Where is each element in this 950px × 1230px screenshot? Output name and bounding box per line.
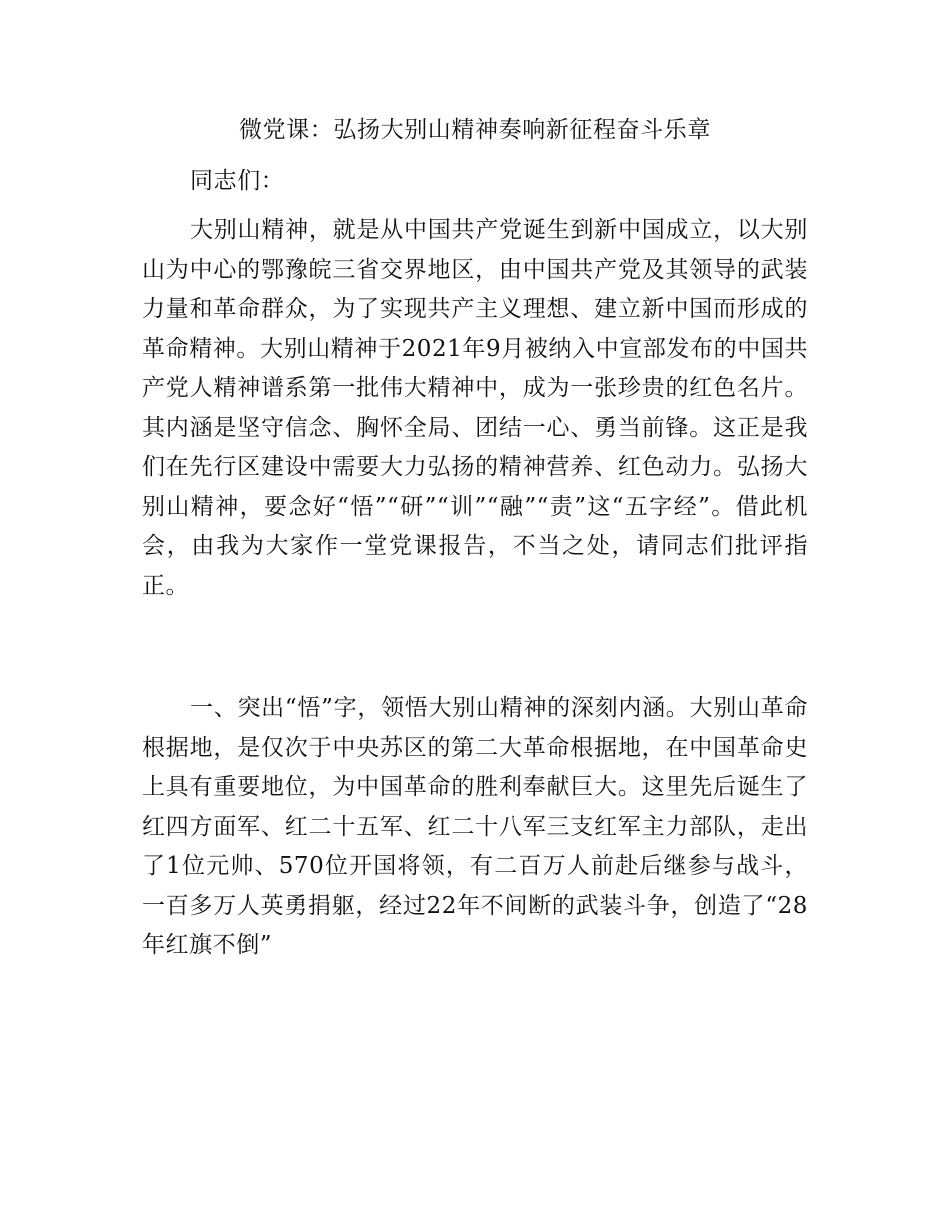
document-title: 微党课：弘扬大别山精神奏响新征程奋斗乐章 (239, 117, 711, 143)
paragraph-intro: 大别山精神，就是从中国共产党诞生到新中国成立，以大别山为中心的鄂豫皖三省交界地区，由中国共产党及其领导的武装力量和革命群众，为了实现共产主义理想、建立新中国而形成的革命精神。大别山精神于2021年9月被纳入中宣部发布的中国共产党人精神谱系第一批伟大精神中，成为一张珍贵的红色名片。其内涵是坚守信念、胸怀全局、团结一心、勇当前锋。这正是我们在先行区建设中需要大力弘扬的精神营养、红色动力。弘扬大别山精神，要念好“悟”“研”“训”“融”“责”这“五字经”。借此机会，由我为大家作一堂党课报告，不当之处，请同志们批评指正。 (142, 217, 808, 599)
greeting: 同志们： (190, 168, 285, 194)
paragraph-section-one: 一、突出“悟”字，领悟大别山精神的深刻内涵。大别山革命根据地，是仅次于中央苏区的第二大革命根据地，在中国革命史上具有重要地位，为中国革命的胜利奉献巨大。这里先后诞生了红四方面军、红二十五军、红二十八军三支红军主力部队，走出了1位元帅、570位开国将领，有二百万人前赴后继参与战斗，一百多万人英勇捐躯，经过22年不间断的武装斗争，创造了“28年红旗不倒” (142, 695, 808, 958)
